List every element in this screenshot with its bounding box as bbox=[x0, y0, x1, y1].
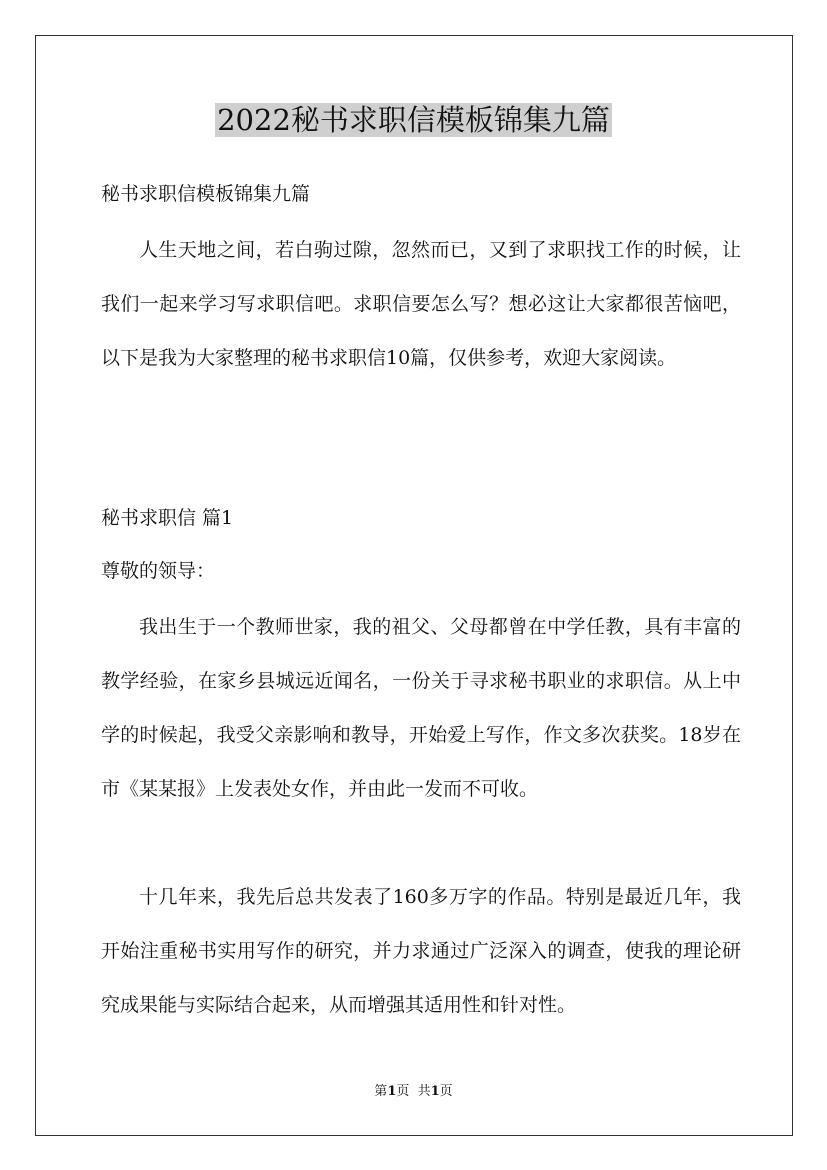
footer-prefix: 第 bbox=[374, 1084, 388, 1099]
footer-total-pages: 1 bbox=[430, 1084, 440, 1099]
body-paragraph-1: 我出生于一个教师世家，我的祖父、父母都曾在中学任教，具有丰富的教学经验，在家乡县城远近闻名，一份关于寻求秘书职业的求职信。从上中学的时候起，我受父亲影响和教导，开始爱上写作，作文多次获奖。18岁在市《某某报》上发表处女作，并由此一发而不可收。 bbox=[101, 616, 741, 800]
footer-mid: 页 共 bbox=[396, 1084, 431, 1099]
document-title-text: 2022秘书求职信模板锦集九篇 bbox=[217, 103, 610, 137]
footer-suffix: 页 bbox=[439, 1084, 453, 1099]
footer-current-page: 1 bbox=[387, 1084, 397, 1099]
salutation: 尊敬的领导： bbox=[101, 560, 216, 582]
document-title bbox=[0, 100, 827, 140]
section-heading: 秘书求职信 篇1 bbox=[101, 507, 234, 529]
body-paragraph-2: 十几年来，我先后总共发表了160多万字的作品。特别是最近几年，我开始注重秘书实用写作的研究，并力求通过广泛深入的调查，使我的理论研究成果能与实际结合起来，从而增强其适用性和针对性。 bbox=[101, 886, 741, 1016]
document-subtitle: 秘书求职信模板锦集九篇 bbox=[101, 183, 311, 205]
intro-paragraph: 人生天地之间，若白驹过隙，忽然而已，又到了求职找工作的时候，让我们一起来学习写求职信吧。求职信要怎么写？想必这让大家都很苦恼吧，以下是我为大家整理的秘书求职信10篇，仅供参考，欢迎大家阅读。 bbox=[101, 239, 741, 369]
page-footer bbox=[0, 1083, 827, 1101]
